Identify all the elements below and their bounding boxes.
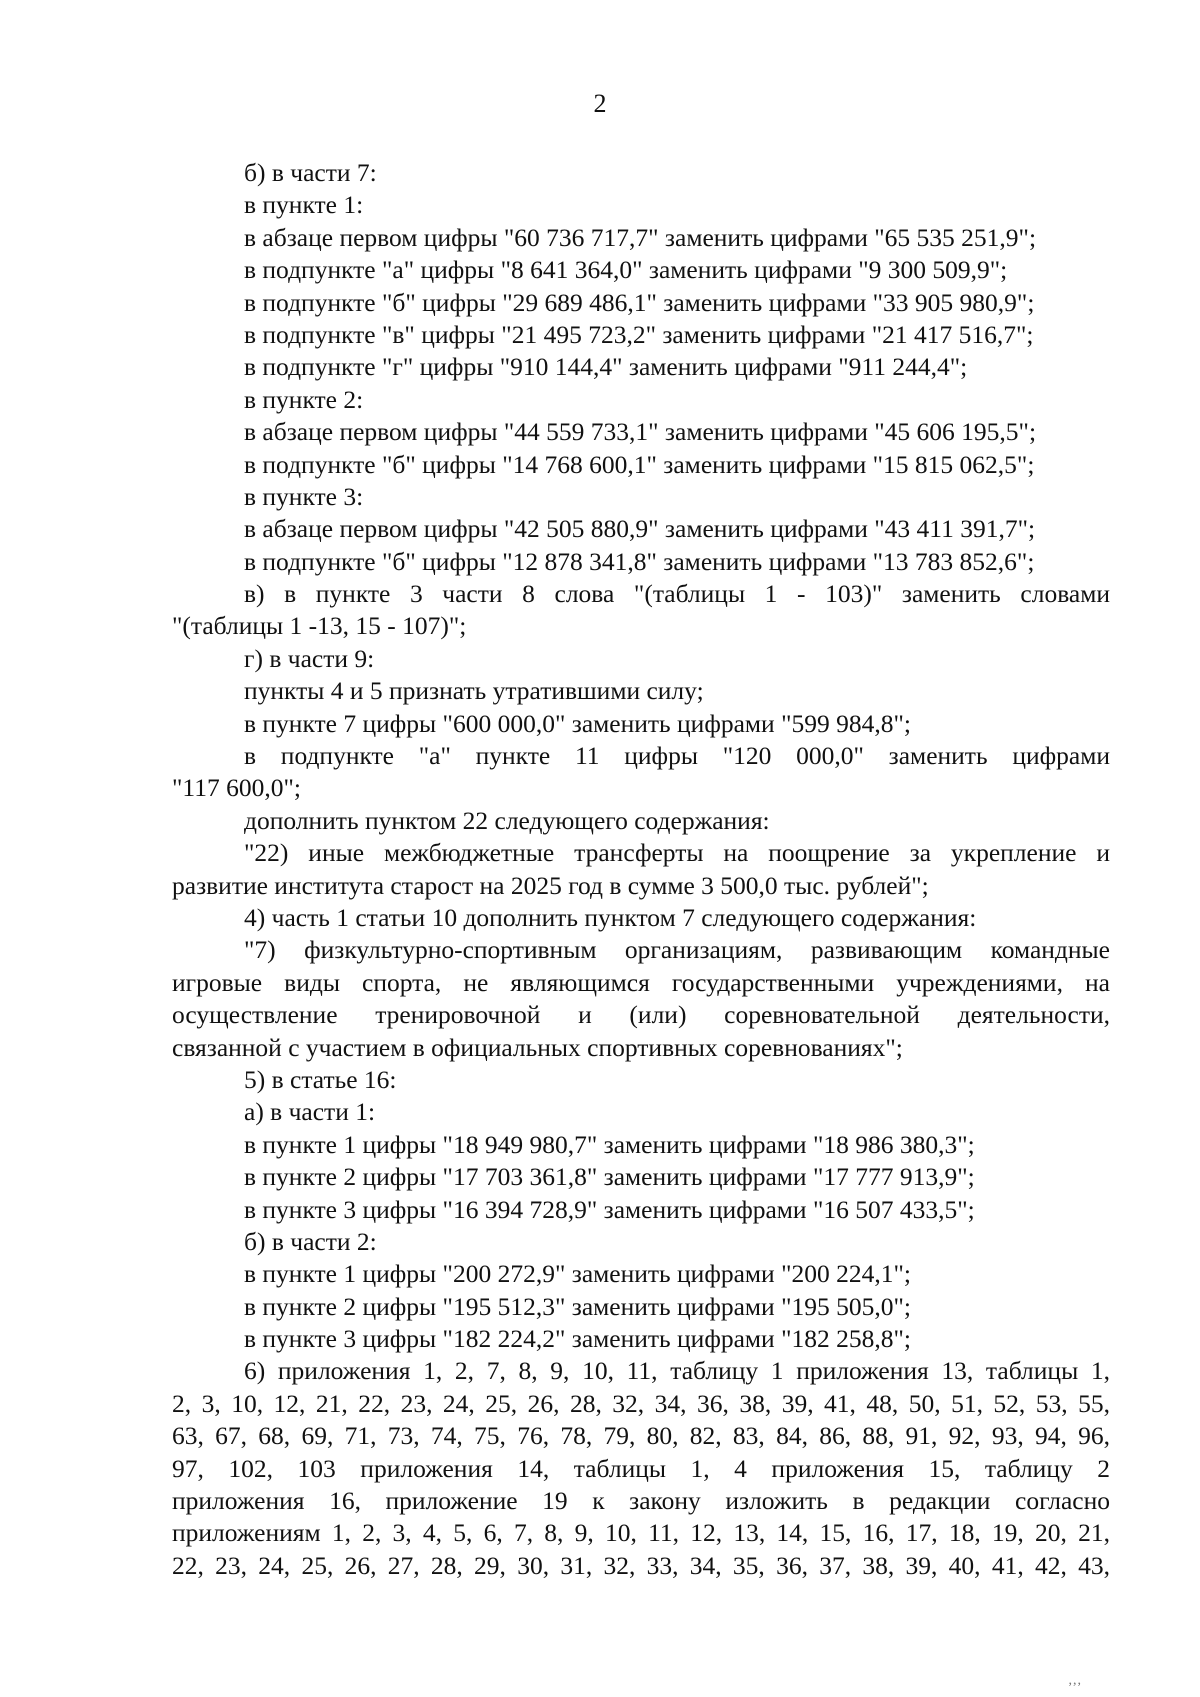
text-line: г) в части 9:	[244, 643, 375, 673]
page-number: 2	[593, 89, 607, 118]
text-line: 97, 102, 103 приложения 14, таблицы 1, 4 приложения 15, таблицу 2	[172, 1453, 1110, 1483]
text-line: в пункте 1 цифры "18 949 980,7" заменить цифрами "18 986 380,3";	[244, 1129, 975, 1159]
text-line: б) в части 2:	[244, 1226, 377, 1256]
text-line: в пункте 2:	[244, 384, 364, 414]
text-line: в пункте 3 цифры "182 224,2" заменить цифрами "182 258,8";	[244, 1324, 911, 1354]
text-line: а) в части 1:	[244, 1097, 376, 1127]
text-line: в подпункте "а" пункте 11 цифры "120 000,0" заменить цифрами	[244, 741, 1110, 771]
text-line: в пункте 2 цифры "17 703 361,8" заменить цифрами "17 777 913,9";	[244, 1162, 975, 1192]
text-line: в) в пункте 3 части 8 слова "(таблицы 1 - 103)" заменить словами	[244, 579, 1110, 609]
text-line: "117 600,0";	[172, 773, 301, 803]
text-line: 2, 3, 10, 12, 21, 22, 23, 24, 25, 26, 28, 32, 34, 36, 38, 39, 41, 48, 50, 51, 52, 53, 55,	[172, 1388, 1110, 1418]
text-line: 22, 23, 24, 25, 26, 27, 28, 29, 30, 31, 32, 33, 34, 35, 36, 37, 38, 39, 40, 41, 42, 43,	[172, 1550, 1110, 1580]
text-line: 63, 67, 68, 69, 71, 73, 74, 75, 76, 78, 79, 80, 82, 83, 84, 86, 88, 91, 92, 93, 94, 96,	[172, 1421, 1110, 1451]
text-line: приложениям 1, 2, 3, 4, 5, 6, 7, 8, 9, 10, 11, 12, 13, 14, 15, 16, 17, 18, 19, 20, 21,	[172, 1518, 1110, 1548]
text-line: развитие института старост на 2025 год в сумме 3 500,0 тыс. рублей";	[172, 870, 929, 900]
text-line: в пункте 1:	[244, 190, 364, 220]
text-line: осуществление тренировочной и (или) соревновательной деятельности,	[172, 1000, 1110, 1030]
text-line: приложения 16, приложение 19 к закону изложить в редакции согласно	[172, 1486, 1110, 1516]
text-line: в абзаце первом цифры "60 736 717,7" заменить цифрами "65 535 251,9";	[244, 222, 1037, 252]
text-line: в пункте 3 цифры "16 394 728,9" заменить цифрами "16 507 433,5";	[244, 1194, 975, 1224]
text-line: в подпункте "а" цифры "8 641 364,0" заменить цифрами "9 300 509,9";	[244, 255, 1008, 285]
text-line: в пункте 1 цифры "200 272,9" заменить цифрами "200 224,1";	[244, 1259, 911, 1289]
text-line: в абзаце первом цифры "44 559 733,1" заменить цифрами "45 606 195,5";	[244, 417, 1037, 447]
text-line: "7) физкультурно-спортивным организациям, развивающим командные	[244, 935, 1110, 965]
text-line: в абзаце первом цифры "42 505 880,9" заменить цифрами "43 411 391,7";	[244, 514, 1036, 544]
text-line: в пункте 2 цифры "195 512,3" заменить цифрами "195 505,0";	[244, 1291, 911, 1321]
text-line: 4) часть 1 статьи 10 дополнить пунктом 7 следующего содержания:	[244, 902, 977, 932]
text-line: в подпункте "б" цифры "12 878 341,8" заменить цифрами "13 783 852,6";	[244, 546, 1035, 576]
text-line: в подпункте "в" цифры "21 495 723,2" заменить цифрами "21 417 516,7";	[244, 319, 1034, 349]
text-line: в пункте 7 цифры "600 000,0" заменить цифрами "599 984,8";	[244, 708, 911, 738]
text-line: б) в части 7:	[244, 158, 377, 187]
text-line: пункты 4 и 5 признать утратившими силу;	[244, 676, 704, 706]
text-line: игровые виды спорта, не являющимся государственными учреждениями, на	[172, 967, 1110, 997]
text-line: в пункте 3:	[244, 481, 364, 511]
margin-mark: ,,,	[1068, 1673, 1082, 1688]
text-line: дополнить пунктом 22 следующего содержания:	[244, 805, 770, 835]
text-line: в подпункте "б" цифры "29 689 486,1" заменить цифрами "33 905 980,9";	[244, 287, 1035, 317]
text-line: связанной с участием в официальных спортивных соревнованиях";	[172, 1032, 903, 1062]
text-line: "(таблицы 1 -13, 15 - 107)";	[172, 611, 467, 641]
text-line: в подпункте "г" цифры "910 144,4" заменить цифрами "911 244,4";	[244, 352, 968, 382]
document-body	[172, 157, 1110, 1582]
text-line: 6) приложения 1, 2, 7, 8, 9, 10, 11, таблицу 1 приложения 13, таблицы 1,	[244, 1356, 1110, 1386]
text-line: в подпункте "б" цифры "14 768 600,1" заменить цифрами "15 815 062,5";	[244, 449, 1035, 479]
text-line: "22) иные межбюджетные трансферты на поощрение за укрепление и	[244, 838, 1110, 868]
text-line: 5) в статье 16:	[244, 1064, 397, 1094]
